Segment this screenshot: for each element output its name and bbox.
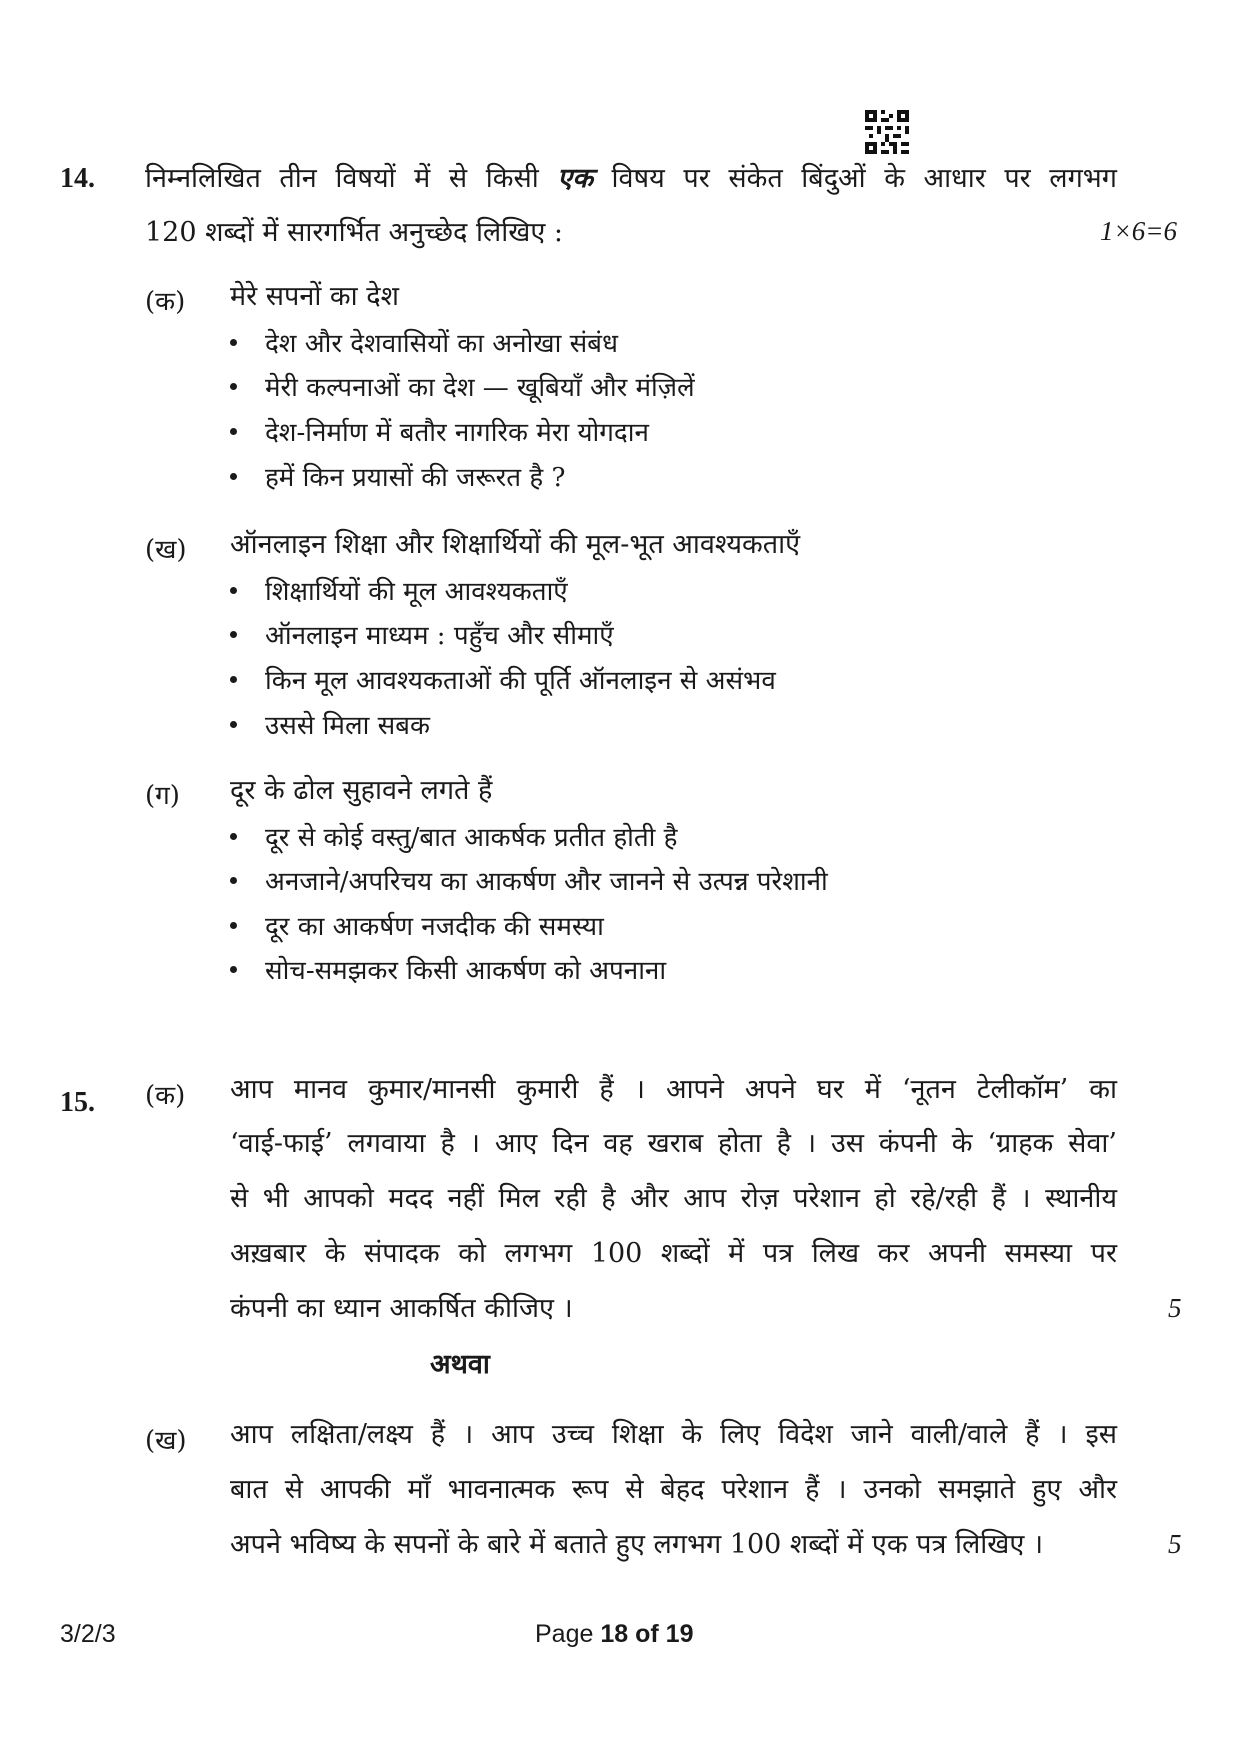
option-label: (ग) (145, 781, 180, 811)
page-number (535, 1620, 693, 1649)
option-title: ऑनलाइन शिक्षा और शिक्षार्थियों की मूल-भूत आवश्यकताएँ (230, 529, 801, 560)
option-title: दूर के ढोल सुहावने लगते हैं (230, 775, 493, 806)
list-item: उससे मिला सबक (230, 702, 430, 746)
page-current: 18 (600, 1620, 629, 1648)
question-text-line: 120 शब्दों में सारगर्भित अनुच्छेद लिखिए : (145, 217, 563, 248)
question-text-line: कंपनी का ध्यान आकर्षित कीजिए । (230, 1293, 573, 1324)
page-total: 19 (665, 1620, 694, 1648)
list-item: देश-निर्माण में बतौर नागरिक मेरा योगदान (230, 409, 649, 453)
list-item: मेरी कल्पनाओं का देश — खूबियाँ और मंज़िलें (230, 364, 695, 408)
option-label: (क) (145, 1081, 186, 1111)
question-text-line: आप मानव कुमार/मानसी कुमारी हैं । आपने अपने घर में ‘नूतन टेलीकॉम’ का (230, 1074, 1117, 1105)
question-text-line: आप लक्षिता/लक्ष्य हैं । आप उच्च शिक्षा के लिए विदेश जाने वाली/वाले हैं । इस (230, 1419, 1117, 1450)
option-title: मेरे सपनों का देश (230, 281, 399, 312)
list-item: देश और देशवासियों का अनोखा संबंध (230, 320, 618, 364)
marks-label: 5 (1168, 1293, 1182, 1323)
question-text-line: बात से आपकी माँ भावनात्मक रूप से बेहद परेशान हैं । उनको समझाते हुए और (230, 1474, 1117, 1505)
list-item: दूर का आकर्षण नजदीक की समस्या (230, 903, 604, 947)
question-text-line: अख़बार के संपादक को लगभग 100 शब्दों में पत्र लिख कर अपनी समस्या पर (230, 1238, 1117, 1269)
bullet-icon (230, 473, 237, 480)
bullet-icon (230, 428, 237, 435)
marks-label: 5 (1168, 1529, 1182, 1559)
list-item: दूर से कोई वस्तु/बात आकर्षक प्रतीत होती है (230, 814, 678, 858)
bullet-icon (230, 631, 237, 638)
qr-code-icon (865, 110, 909, 154)
bullet-icon (230, 587, 237, 594)
bullet-icon (230, 833, 237, 840)
bullet-icon (230, 339, 237, 346)
bullet-icon (230, 877, 237, 884)
option-label: (ख) (145, 1426, 187, 1456)
question-text-line: से भी आपको मदद नहीं मिल रही है और आप रोज़ परेशान हो रहे/रही हैं । स्थानीय (230, 1183, 1117, 1214)
question-text-line (145, 152, 1117, 206)
page-prefix: Page (535, 1620, 594, 1648)
bullet-icon (230, 676, 237, 683)
question-text-part: विषय पर संकेत बिंदुओं के आधार पर लगभग (611, 163, 1117, 194)
list-item: किन मूल आवश्यकताओं की पूर्ति ऑनलाइन से असंभव (230, 657, 776, 701)
question-text-line: अपने भविष्य के सपनों के बारे में बताते हुए लगभग 100 शब्दों में एक पत्र लिखिए । (230, 1529, 1044, 1560)
paper-code: 3/2/3 (60, 1620, 116, 1648)
question-number: 15. (60, 1087, 95, 1118)
bullet-icon (230, 966, 237, 973)
question-number: 14. (60, 163, 95, 194)
bullet-icon (230, 922, 237, 929)
list-item: हमें किन प्रयासों की जरूरत है ? (230, 454, 565, 498)
emphasis-word: एक (557, 163, 593, 194)
question-text-part: निम्नलिखित तीन विषयों में से किसी (145, 163, 539, 194)
option-label: (ख) (145, 535, 187, 565)
marks-label: 1×6=6 (1100, 216, 1177, 246)
question-text-line: ‘वाई-फाई’ लगवाया है । आए दिन वह खराब होता है । उस कंपनी के ‘ग्राहक सेवा’ (230, 1128, 1117, 1159)
bullet-icon (230, 383, 237, 390)
bullet-icon (230, 721, 237, 728)
list-item: सोच-समझकर किसी आकर्षण को अपनाना (230, 947, 666, 991)
list-item: ऑनलाइन माध्यम : पहुँच और सीमाएँ (230, 612, 614, 656)
list-item: अनजाने/अपरिचय का आकर्षण और जानने से उत्पन्न परेशानी (230, 858, 828, 902)
or-separator: अथवा (430, 1349, 490, 1380)
option-label: (क) (145, 287, 186, 317)
list-item: शिक्षार्थियों की मूल आवश्यकताएँ (230, 568, 568, 612)
page-of: of (635, 1620, 659, 1648)
